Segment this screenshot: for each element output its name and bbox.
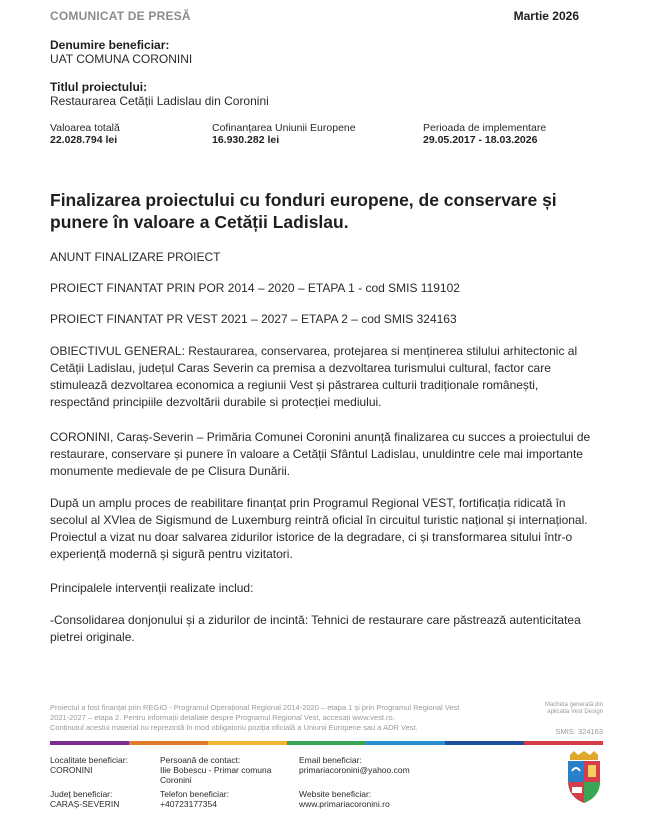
color-stripe <box>50 741 603 745</box>
stat-eu-cofinancing <box>212 122 356 146</box>
stripe-segment <box>287 741 366 745</box>
project-value: Restaurarea Cetății Ladislau din Coronini <box>50 94 269 108</box>
contact-label: Persoană de contact: <box>160 755 241 765</box>
paragraph-rehabilitation: După un amplu proces de reabilitare finanțat prin Programul Regional VEST, fortificația ridicată în secolul al XVlea de Sigismund de Luxemburg reintră oficial în circuitul turistic național și internațional. Proiectul a vizat nu doar salvarea zidurilor istorice de la degradare, ci și transformarea sitului într-o experiență modernă și sigură pentru vizitatori. <box>50 496 588 561</box>
beneficiary-block <box>50 38 192 66</box>
stat-value: 29.05.2017 - 18.03.2026 <box>423 134 538 146</box>
stat-total-value <box>50 122 120 146</box>
design-note <box>545 702 603 737</box>
shield-quarter <box>584 782 600 803</box>
emblem-mark <box>572 787 582 793</box>
contact-website <box>299 789 449 809</box>
stat-label: Perioada de implementare <box>423 122 547 134</box>
contact-value: primariacoronini@yahoo.com <box>299 765 410 775</box>
article-title: Finalizarea proiectului cu fonduri europene, de conservare și punere în valoare a Cetății Ladislau. <box>50 190 557 232</box>
contact-label: Website beneficiar: <box>299 789 372 799</box>
stripe-segment <box>129 741 208 745</box>
contact-value: CORONINI <box>50 765 93 775</box>
paragraph-prvest-funding: PROIECT FINANTAT PR VEST 2021 – 2027 – ETAPA 2 – cod SMIS 324163 <box>50 312 457 326</box>
contact-county <box>50 789 150 809</box>
contact-value: www.primariacoronini.ro <box>299 799 390 809</box>
stripe-segment <box>524 741 603 745</box>
contact-value: +40723177354 <box>160 799 217 809</box>
paragraph-completion: CORONINI, Caraș-Severin – Primăria Comunei Coronini anunță finalizarea cu succes a proiectului de restaurare, conservare și punere în valoare a Cetății Sfântul Ladislau, unuldintre cele mai importante monumente medievale de pe Clisura Dunării. <box>50 430 591 478</box>
funding-footnote <box>50 703 530 733</box>
coat-of-arms-icon <box>564 751 604 805</box>
project-label: Titlul proiectului: <box>50 80 148 94</box>
design-note-line: aplicația Vest Design <box>547 709 603 715</box>
contact-label: Localitate beneficiar: <box>50 755 128 765</box>
contact-label: Email beneficiar: <box>299 755 362 765</box>
smis-code: SMIS: 324163 <box>555 727 603 736</box>
design-note-line: Macheta generată din <box>544 702 603 708</box>
stripe-segment <box>445 741 524 745</box>
paragraph-interventions-intro: Principalele intervenții realizate includ: <box>50 581 254 595</box>
stat-label: Valoarea totală <box>50 122 120 134</box>
contact-value: CARAȘ-SEVERIN <box>50 799 120 809</box>
footnote-line: Proiectul a fost finanțat prin REGIO - Programul Operațional Regional 2014-2020 – etapa 1 și prin Programul Regional Vest <box>50 703 460 712</box>
stripe-segment <box>208 741 287 745</box>
crown-shape <box>570 751 598 760</box>
contact-person <box>160 755 280 785</box>
stat-implementation-period <box>423 122 546 146</box>
stat-label: Cofinanțarea Uniunii Europene <box>212 122 356 134</box>
project-block <box>50 80 269 108</box>
footnote-line: Conținutul acestui material nu reprezintă în mod obligatoriu poziția oficială a Uniunii Europene sau a ADR Vest. <box>50 723 418 732</box>
paragraph-announcement: ANUNT FINALIZARE PROIECT <box>50 250 221 264</box>
paragraph-por-funding: PROIECT FINANTAT PRIN POR 2014 – 2020 – ETAPA 1 - cod SMIS 119102 <box>50 281 460 295</box>
contact-locality <box>50 755 150 775</box>
shield-quarter <box>568 761 584 782</box>
beneficiary-value: UAT COMUNA CORONINI <box>50 52 193 66</box>
press-release-label: COMUNICAT DE PRESĂ <box>50 9 191 23</box>
contact-label: Județ beneficiar: <box>50 789 113 799</box>
contact-label: Telefon beneficiar: <box>160 789 229 799</box>
paragraph-intervention-item: -Consolidarea donjonului și a zidurilor de incintă: Tehnici de restaurare care păstrează autenticitatea pietrei originale. <box>50 613 581 644</box>
contact-phone <box>160 789 280 809</box>
release-date: Martie 2026 <box>513 9 579 23</box>
beneficiary-label: Denumire beneficiar: <box>50 38 170 52</box>
footnote-line: 2021-2027 – etapa 2. Pentru informații detaliate despre Programul Regional Vest, accesați www.vest.ro. <box>50 713 395 722</box>
stripe-segment <box>366 741 445 745</box>
contact-value: Ilie Bobescu - Primar comuna Coronini <box>160 765 272 785</box>
tower-shape <box>588 765 596 777</box>
contact-email <box>299 755 449 775</box>
stripe-segment <box>50 741 129 745</box>
stat-value: 22.028.794 lei <box>50 134 118 146</box>
stat-value: 16.930.282 lei <box>212 134 280 146</box>
paragraph-general-objective: OBIECTIVUL GENERAL: Restaurarea, conservarea, protejarea si menținerea stilului arhitectonic al Cetății Ladislau, județul Caras Severin ca premisa a dezvoltarea turismului cultural, factor care stimulează dezvoltarea economica a regiunii Vest și păstrarea culturii tradiționale românești, respectând principiile dezvoltării durabile si protecției mediului. <box>50 344 578 409</box>
